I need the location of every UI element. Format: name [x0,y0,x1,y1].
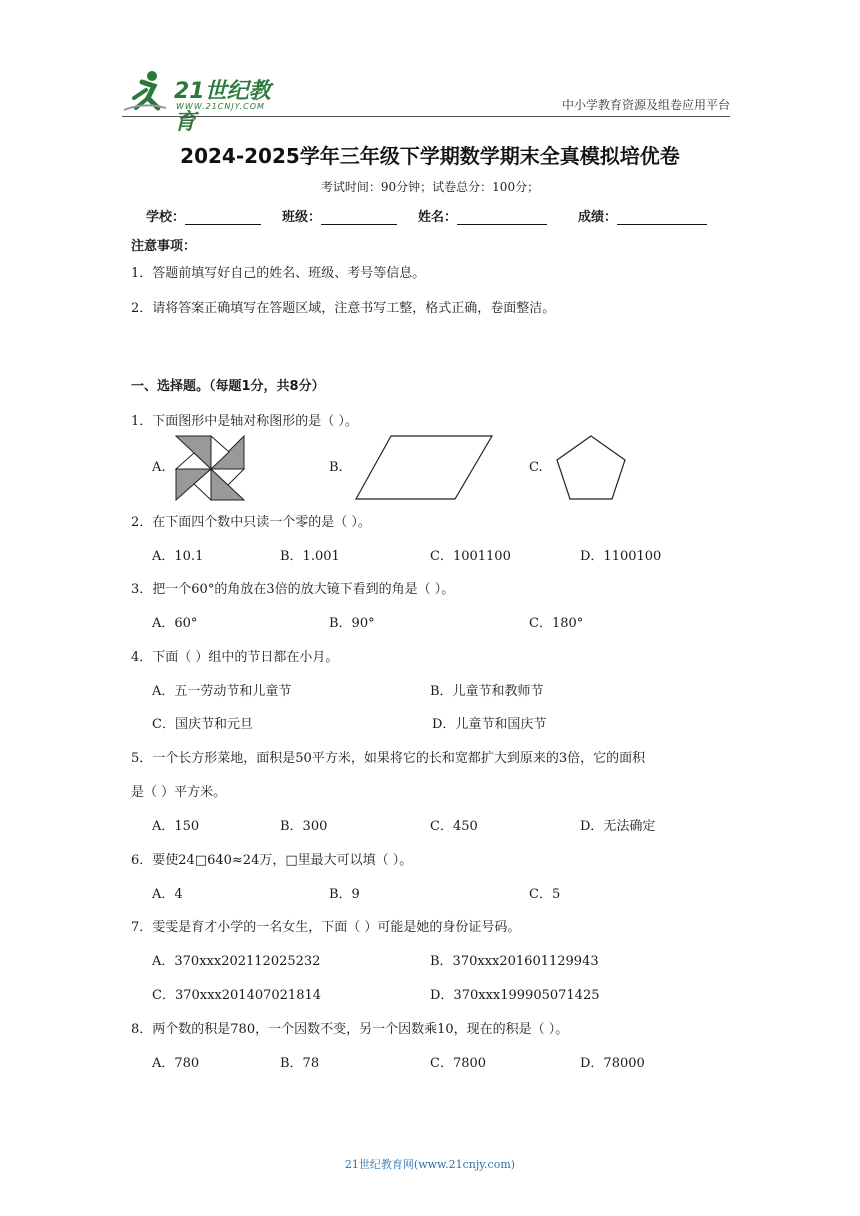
question-stem: 5．一个长方形菜地，面积是50平方米，如果将它的长和宽都扩大到原来的3倍，它的面积 [131,751,646,766]
option-label[interactable]: B．儿童节和教师节 [430,684,544,699]
footer-link[interactable]: 21世纪教育网(www.21cnjy.com) [344,1158,516,1171]
platform-label: 中小学教育资源及组卷应用平台 [561,98,730,112]
section-heading: 一、选择题。（每题1分，共8分） [131,379,325,394]
option-label[interactable]: A．4 [152,887,183,902]
question-stem: 8．两个数的积是780，一个因数不变，另一个因数乘10，现在的积是（ ）。 [131,1022,569,1037]
option-label[interactable]: D．儿童节和国庆节 [432,717,547,732]
question-stem: 3．把一个60°的角放在3倍的放大镜下看到的角是（ ）。 [131,582,455,597]
option-label[interactable]: A．150 [152,819,200,834]
option-label[interactable]: C．1001100 [430,549,511,564]
parallelogram-figure [355,435,495,501]
exam-title: 2024-2025学年三年级下学期数学期末全真模拟培优卷 [180,144,680,168]
option-label[interactable]: A．370xxx202112025232 [152,954,321,969]
option-label[interactable]: C．7800 [430,1056,487,1071]
school-blank[interactable] [185,210,261,225]
score-field [578,206,707,225]
runner-logo-icon [122,68,168,114]
option-label[interactable]: B．78 [280,1056,320,1071]
note-item: 2．请将答案正确填写在答题区域，注意书写工整，格式正确，卷面整洁。 [131,301,556,316]
option-label[interactable]: C．370xxx201407021814 [152,988,322,1003]
school-label: 学校： [146,210,186,225]
name-field [418,206,547,225]
option-label[interactable]: A．五一劳动节和儿童节 [152,684,292,699]
option-label[interactable]: C. [529,460,543,475]
note-item: 1．答题前填写好自己的姓名、班级、考号等信息。 [131,266,426,281]
score-label: 成绩： [578,210,618,225]
pinwheel-figure [176,436,246,502]
notes-heading: 注意事项： [131,239,197,254]
option-label[interactable]: D．1100100 [580,549,662,564]
option-label[interactable]: B．370xxx201601129943 [430,954,599,969]
name-blank[interactable] [457,210,547,225]
option-label[interactable]: A. [152,460,166,475]
question-stem: 1．下面图形中是轴对称图形的是（ ）。 [131,414,358,429]
option-label[interactable]: D．无法确定 [580,819,656,834]
question-stem: 4．下面（ ）组中的节日都在小月。 [131,650,339,665]
class-label: 班级： [282,210,322,225]
option-label[interactable]: B．9 [329,887,360,902]
option-label[interactable]: A．10.1 [152,549,204,564]
question-stem: 7．雯雯是育才小学的一名女生，下面（ ）可能是她的身份证号码。 [131,920,521,935]
option-label[interactable]: A．780 [152,1056,200,1071]
class-field [282,206,397,225]
option-label[interactable]: B．1.001 [280,549,340,564]
option-label[interactable]: A．60° [152,616,198,631]
option-label[interactable]: B. [329,460,343,475]
class-blank[interactable] [321,210,397,225]
pentagon-figure [555,435,627,501]
option-label[interactable]: D．370xxx199905071425 [430,988,600,1003]
option-label[interactable]: C．国庆节和元旦 [152,717,253,732]
option-label[interactable]: C．180° [529,616,584,631]
header-divider [122,116,730,117]
option-label[interactable]: B．300 [280,819,328,834]
school-field [146,206,261,225]
option-label[interactable]: C．5 [529,887,561,902]
logo-text: 21世纪教育 [174,79,271,135]
option-label[interactable]: C．450 [430,819,478,834]
exam-subtitle: 考试时间：90分钟；试卷总分：100分； [320,180,540,194]
question-stem-continued: 是（ ）平方米。 [131,785,227,800]
question-stem: 6．要使24□640≈24万，□里最大可以填（ ）。 [131,853,413,868]
option-label[interactable]: B．90° [329,616,375,631]
logo [122,68,292,135]
name-label: 姓名： [418,210,458,225]
logo-url: WWW.21CNJY.COM [176,102,265,111]
score-blank[interactable] [617,210,707,225]
question-stem: 2．在下面四个数中只读一个零的是（ ）。 [131,515,371,530]
option-label[interactable]: D．78000 [580,1056,645,1071]
